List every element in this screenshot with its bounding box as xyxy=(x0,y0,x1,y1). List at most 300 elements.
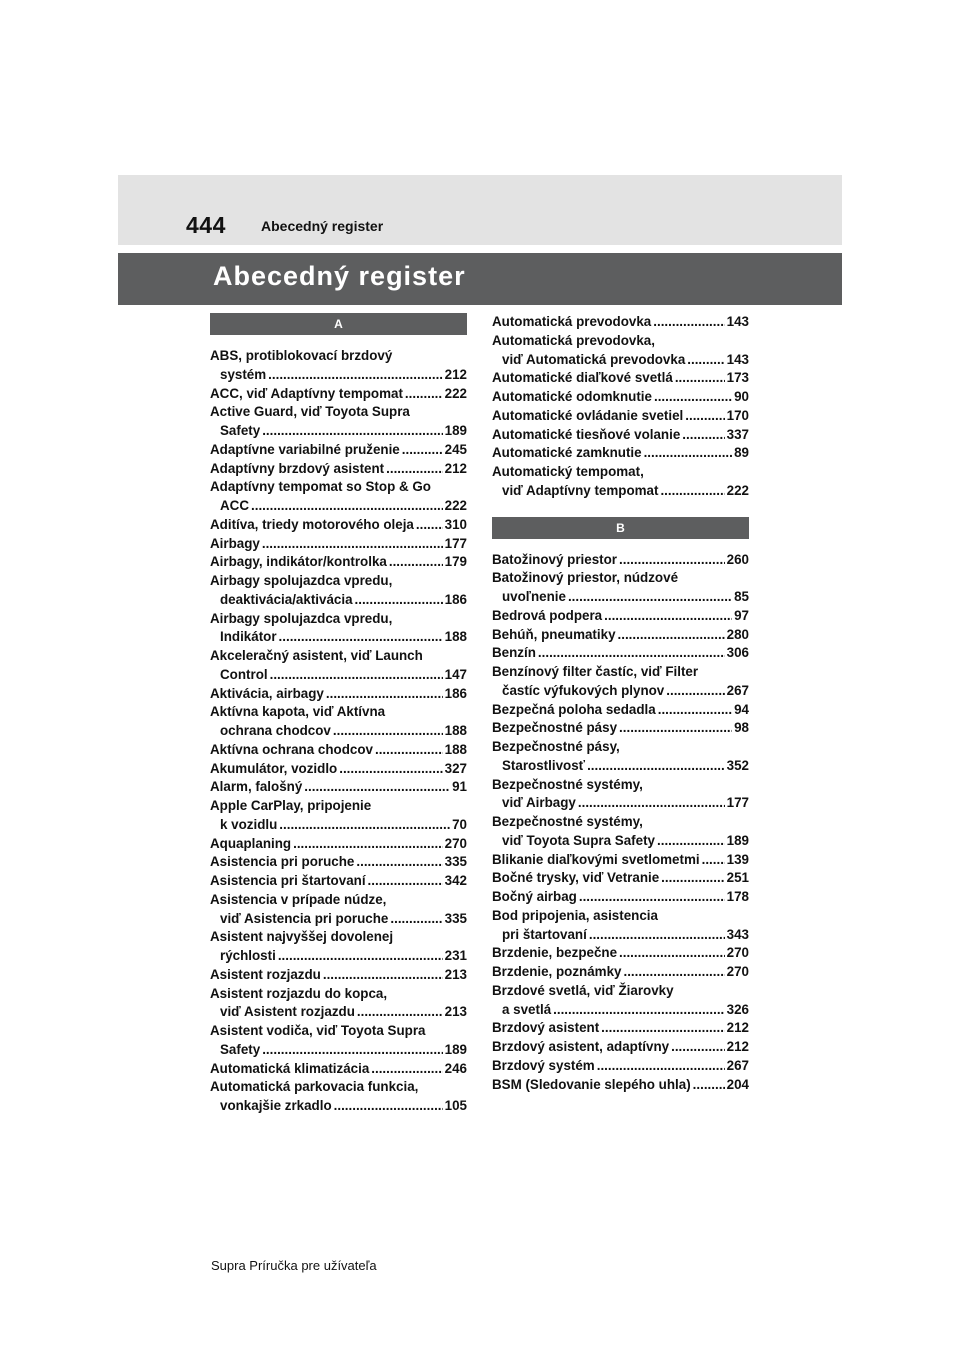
index-entry xyxy=(210,778,467,797)
index-entry xyxy=(492,907,749,945)
dot-leader xyxy=(339,760,442,779)
dot-leader xyxy=(386,460,443,479)
index-entry xyxy=(492,407,749,426)
index-entry-text: systém xyxy=(220,366,267,382)
dot-leader xyxy=(619,944,725,963)
index-entry-text: viď Asistent rozjazdu xyxy=(220,1004,355,1020)
index-entry-text: častíc výfukových plynov xyxy=(502,682,665,698)
index-entry xyxy=(492,963,749,982)
index-entry-line xyxy=(492,982,749,1001)
index-entry-line xyxy=(492,1076,749,1095)
index-entry-text: Asistent najvyššej dovolenej xyxy=(210,929,394,945)
index-entry-line xyxy=(210,760,467,779)
dot-leader xyxy=(357,1003,443,1022)
index-entry xyxy=(210,385,467,404)
index-entry xyxy=(492,944,749,963)
dot-leader xyxy=(658,701,732,720)
dot-leader xyxy=(654,388,732,407)
page-reference: 186 xyxy=(444,591,467,607)
index-entry-line xyxy=(492,1057,749,1076)
index-entry-line xyxy=(492,757,749,776)
page-reference: 342 xyxy=(444,873,467,888)
index-entry-line xyxy=(210,497,467,516)
dot-leader xyxy=(334,1097,443,1116)
dot-leader xyxy=(323,966,443,985)
index-entry-line xyxy=(492,1019,749,1038)
index-entry-line xyxy=(492,663,749,682)
index-entry-line xyxy=(492,869,749,888)
index-entry-line xyxy=(492,644,749,663)
index-entry-text: viď Automatická prevodovka xyxy=(502,351,686,367)
section-header-a: A xyxy=(210,313,467,335)
index-entry-line xyxy=(210,460,467,479)
index-entry-text: Bezpečnostné systémy, xyxy=(492,814,643,829)
index-entry-text: Automatická klimatizácia xyxy=(210,1060,370,1076)
index-entry-text: Brzdový asistent, adaptívny xyxy=(492,1039,670,1054)
dot-leader xyxy=(371,1060,442,1079)
index-entry-text: Blikanie diaľkovými svetlometmi xyxy=(492,851,700,867)
index-entry xyxy=(210,853,467,872)
index-entry-line xyxy=(492,832,749,851)
index-entry-line xyxy=(492,813,749,832)
page-number: 444 xyxy=(186,212,226,238)
dot-leader xyxy=(618,626,725,645)
index-entry-line xyxy=(210,797,467,816)
page-reference: 270 xyxy=(726,945,749,961)
page-reference: 89 xyxy=(734,445,749,461)
index-entry xyxy=(492,369,749,388)
index-entry-line xyxy=(210,1022,467,1041)
page-reference: 251 xyxy=(726,870,749,886)
header-band xyxy=(118,175,842,245)
dot-leader xyxy=(675,369,725,388)
index-entry-text: Asistent vodiča, viď Toyota Supra xyxy=(210,1023,426,1038)
page-reference: 212 xyxy=(726,1039,749,1054)
dot-leader xyxy=(416,516,443,535)
index-entry-text: Starostlivosť xyxy=(502,757,586,773)
index-entry-text: Aktívna ochrana chodcov xyxy=(210,741,373,757)
index-entry xyxy=(210,928,467,966)
page-reference: 267 xyxy=(726,1057,749,1073)
dot-leader xyxy=(653,313,724,332)
index-entry xyxy=(492,388,749,407)
dot-leader xyxy=(375,741,443,760)
index-entry-line xyxy=(492,444,749,463)
index-entry xyxy=(492,1038,749,1057)
index-entry-line xyxy=(492,963,749,982)
index-entry-line xyxy=(210,966,467,985)
index-entry xyxy=(492,663,749,701)
index-entry-line xyxy=(492,626,749,645)
index-entry-line xyxy=(492,426,749,445)
index-entry xyxy=(210,891,467,929)
page-reference: 188 xyxy=(444,741,467,757)
page-reference: 204 xyxy=(726,1076,749,1092)
page-reference: 186 xyxy=(444,685,467,701)
page-reference: 170 xyxy=(726,407,749,423)
index-entry-line xyxy=(210,1041,467,1060)
index-entry-text: viď Asistencia pri poruche xyxy=(220,910,389,926)
index-entry-text: deaktivácia/aktivácia xyxy=(220,591,353,607)
dot-leader xyxy=(389,553,443,572)
dot-leader xyxy=(355,591,443,610)
index-entry-line xyxy=(210,778,467,797)
dot-leader xyxy=(604,607,732,626)
index-entry-text: Batožinový priestor xyxy=(492,551,618,567)
index-entry-text: Aktívna kapota, viď Aktívna xyxy=(210,704,386,720)
page-reference: 139 xyxy=(726,851,749,867)
index-entry-text: Asistencia pri štartovaní xyxy=(210,873,366,888)
index-entry-line xyxy=(492,926,749,945)
index-entry-line xyxy=(492,551,749,570)
page-reference: 70 xyxy=(452,816,467,832)
index-entry-text: Automatický tempomat, xyxy=(492,464,644,479)
dot-leader xyxy=(619,719,732,738)
dot-leader xyxy=(279,816,450,835)
index-entry-text: Brzdenie, bezpečne xyxy=(492,945,618,961)
index-entry-text: vonkajšie zrkadlo xyxy=(220,1098,332,1113)
index-entry xyxy=(210,1022,467,1060)
index-entry xyxy=(492,813,749,851)
index-entry-line xyxy=(210,385,467,404)
index-entry-line xyxy=(210,891,467,910)
index-column-left xyxy=(210,313,467,1116)
index-entry xyxy=(210,460,467,479)
index-entry xyxy=(492,1057,749,1076)
page-reference: 90 xyxy=(734,389,749,404)
page-reference: 173 xyxy=(726,370,749,386)
page-reference: 98 xyxy=(734,720,749,736)
page-reference: 222 xyxy=(726,482,749,498)
index-entry-text: Bod pripojenia, asistencia xyxy=(492,907,658,923)
page-reference: 212 xyxy=(444,366,467,382)
index-entry xyxy=(210,966,467,985)
dot-leader xyxy=(578,794,725,813)
index-entry-line xyxy=(210,516,467,535)
index-entry-line xyxy=(492,351,749,370)
index-entry-line xyxy=(492,1038,749,1057)
index-entry-text: Automatické tiesňové volanie xyxy=(492,426,681,442)
page-reference: 177 xyxy=(444,535,467,551)
index-entry-text: BSM (Sledovanie slepého uhla) xyxy=(492,1076,691,1092)
index-entry xyxy=(492,851,749,870)
index-entry-text: rýchlosti xyxy=(220,948,276,963)
index-entry xyxy=(492,444,749,463)
dot-leader xyxy=(262,1041,442,1060)
index-entry xyxy=(492,607,749,626)
index-entry-text: Benzín xyxy=(492,645,536,661)
page-reference: 147 xyxy=(444,666,467,682)
index-entry-line xyxy=(210,553,467,572)
index-entry xyxy=(210,872,467,891)
page-reference: 188 xyxy=(444,723,467,738)
index-entry xyxy=(210,1078,467,1116)
dot-leader xyxy=(304,778,450,797)
page-reference: 231 xyxy=(444,948,467,963)
index-entry-line xyxy=(492,369,749,388)
index-entry-text: Bočný airbag xyxy=(492,889,577,904)
index-entry-line xyxy=(210,703,467,722)
index-entries xyxy=(492,313,749,501)
index-entry-line xyxy=(492,1001,749,1020)
index-entry-text: Batožinový priestor, núdzové xyxy=(492,570,679,586)
page-reference: 213 xyxy=(444,966,467,982)
dot-leader xyxy=(356,853,442,872)
index-entry-line xyxy=(210,928,467,947)
index-entry-line xyxy=(210,1078,467,1097)
index-entry xyxy=(210,516,467,535)
index-entry-text: ACC xyxy=(220,498,250,513)
index-entry-text: Automatické zamknutie xyxy=(492,445,642,461)
index-entry-text: Brzdenie, poznámky xyxy=(492,964,622,979)
page-reference: 310 xyxy=(444,516,467,532)
index-entry-text: Bezpečnostné pásy, xyxy=(492,739,620,754)
index-entry xyxy=(492,426,749,445)
index-entry-line xyxy=(210,947,467,966)
index-entry xyxy=(210,347,467,385)
dot-leader xyxy=(660,482,724,501)
index-entry-text: Aditíva, triedy motorového oleja xyxy=(210,516,414,532)
index-entry xyxy=(492,888,749,907)
page-reference: 222 xyxy=(444,498,467,513)
index-entry-line xyxy=(210,1060,467,1079)
page-reference: 343 xyxy=(726,926,749,942)
index-entry-text: Brzdový systém xyxy=(492,1057,595,1073)
dot-leader xyxy=(402,441,443,460)
section-header-b: B xyxy=(492,517,749,539)
dot-leader xyxy=(693,1076,725,1095)
index-entry-text: a svetlá xyxy=(502,1001,552,1017)
index-entry-text: Behúň, pneumatiky xyxy=(492,626,616,642)
index-entry-text: Adaptívne variabilné pruženie xyxy=(210,441,400,457)
dot-leader xyxy=(270,666,443,685)
dot-leader xyxy=(326,685,443,704)
page-reference: 143 xyxy=(726,351,749,367)
index-entry-text: Automatické ovládanie svetiel xyxy=(492,407,684,423)
index-entry-text: Safety xyxy=(220,1041,261,1057)
dot-leader xyxy=(587,757,725,776)
page-reference: 105 xyxy=(444,1098,467,1113)
index-entry xyxy=(492,982,749,1020)
index-entry-line xyxy=(492,607,749,626)
dot-leader xyxy=(553,1001,725,1020)
index-entries xyxy=(492,551,749,1095)
index-column-right xyxy=(492,313,749,1094)
index-entry xyxy=(492,1076,749,1095)
index-entry xyxy=(210,403,467,441)
index-entry xyxy=(210,647,467,685)
index-entry-line xyxy=(492,332,749,351)
dot-leader xyxy=(597,1057,725,1076)
index-entry xyxy=(492,719,749,738)
dot-leader xyxy=(657,832,725,851)
index-entry-text: Akumulátor, vozidlo xyxy=(210,760,338,776)
dot-leader xyxy=(644,444,733,463)
dot-leader xyxy=(619,551,725,570)
dot-leader xyxy=(251,497,443,516)
page-reference: 213 xyxy=(444,1004,467,1020)
dot-leader xyxy=(589,926,725,945)
index-entry-text: Brzdové svetlá, viď Žiarovky xyxy=(492,982,674,998)
page-reference: 270 xyxy=(726,964,749,979)
page-reference: 212 xyxy=(444,460,467,476)
index-entry xyxy=(492,1019,749,1038)
index-entry-text: Akceleračný asistent, viď Launch xyxy=(210,648,423,663)
index-entry xyxy=(210,572,467,610)
dot-leader xyxy=(390,910,442,929)
index-entry-line xyxy=(492,907,749,926)
index-entry xyxy=(210,441,467,460)
dot-leader xyxy=(601,1019,724,1038)
index-entry-line xyxy=(492,463,749,482)
page-reference: 326 xyxy=(726,1001,749,1017)
dot-leader xyxy=(293,835,443,854)
header-title: Abecedný register xyxy=(261,218,384,234)
index-entry-line xyxy=(210,647,467,666)
index-entry-text: ACC, viď Adaptívny tempomat xyxy=(210,385,403,401)
index-entry xyxy=(210,797,467,835)
index-entry-text: Indikátor xyxy=(220,629,277,645)
index-entry xyxy=(492,313,749,332)
index-entry xyxy=(210,685,467,704)
index-entry-text: Automatické diaľkové svetlá xyxy=(492,370,673,386)
page-reference: 327 xyxy=(444,760,467,776)
dot-leader xyxy=(666,682,724,701)
page-reference: 260 xyxy=(726,551,749,567)
index-entry-line xyxy=(210,685,467,704)
dot-leader xyxy=(661,869,724,888)
index-entry-line xyxy=(492,944,749,963)
index-entry-line xyxy=(210,478,467,497)
index-entry-line xyxy=(492,313,749,332)
index-entry-text: Asistencia v prípade núdze, xyxy=(210,891,387,907)
page-title: Abecedný register xyxy=(213,261,466,291)
dot-leader xyxy=(333,722,443,741)
page-reference: 337 xyxy=(726,426,749,442)
page-reference: 189 xyxy=(726,832,749,848)
index-entry xyxy=(492,738,749,776)
index-entry xyxy=(210,985,467,1023)
index-entry-line xyxy=(210,347,467,366)
dot-leader xyxy=(262,535,443,554)
index-entry xyxy=(492,569,749,607)
index-entry-line xyxy=(210,872,467,891)
dot-leader xyxy=(538,644,725,663)
page-reference: 188 xyxy=(444,629,467,645)
index-entry-line xyxy=(210,441,467,460)
index-entry-line xyxy=(210,572,467,591)
index-entry-text: Aktivácia, airbagy xyxy=(210,685,324,701)
index-entry xyxy=(492,776,749,814)
index-entry-line xyxy=(210,985,467,1004)
index-entry-text: Airbagy spolujazdca vpredu, xyxy=(210,573,393,588)
index-entry-text: Bedrová podpera xyxy=(492,607,603,623)
index-entry-line xyxy=(210,422,467,441)
index-entry-line xyxy=(492,888,749,907)
dot-leader xyxy=(671,1038,725,1057)
index-entry-text: Automatická parkovacia funkcia, xyxy=(210,1079,419,1095)
index-entry-line xyxy=(492,794,749,813)
dot-leader xyxy=(568,588,732,607)
index-entry-text: ochrana chodcov xyxy=(220,723,331,738)
page-reference: 335 xyxy=(444,854,467,870)
index-entry-line xyxy=(492,588,749,607)
index-entry-text: Brzdový asistent xyxy=(492,1020,600,1036)
page-reference: 246 xyxy=(444,1060,467,1076)
index-entry-line xyxy=(492,682,749,701)
index-entry-text: pri štartovaní xyxy=(502,926,587,942)
index-entry xyxy=(210,741,467,760)
page-reference: 280 xyxy=(726,626,749,642)
dot-leader xyxy=(685,407,724,426)
page-reference: 94 xyxy=(734,701,749,717)
index-entry xyxy=(210,553,467,572)
index-entry-line xyxy=(492,569,749,588)
index-entry-text: Bezpečná poloha sedadla xyxy=(492,701,656,717)
index-entry-text: Adaptívny tempomat so Stop & Go xyxy=(210,479,431,495)
index-entry-text: Active Guard, viď Toyota Supra xyxy=(210,404,410,420)
index-entry xyxy=(492,332,749,370)
index-entry-text: k vozidlu xyxy=(220,816,278,832)
index-entry-line xyxy=(492,851,749,870)
index-entry-text: ABS, protiblokovací brzdový xyxy=(210,348,393,363)
index-entry xyxy=(210,535,467,554)
index-entry-text: Adaptívny brzdový asistent xyxy=(210,460,385,476)
index-entry-text: viď Airbagy xyxy=(502,795,576,811)
dot-leader xyxy=(268,366,443,385)
page-reference: 245 xyxy=(444,441,467,457)
index-entry xyxy=(492,626,749,645)
index-entry-text: Automatická prevodovka xyxy=(492,314,652,329)
dot-leader xyxy=(579,888,725,907)
index-entry-line xyxy=(210,910,467,929)
index-entry-text: Asistent rozjazdu do kopca, xyxy=(210,985,388,1001)
index-entry-line xyxy=(210,535,467,554)
index-entry-text: Bezpečnostné systémy, xyxy=(492,776,643,792)
page-reference: 97 xyxy=(734,607,749,623)
page-reference: 85 xyxy=(734,589,749,604)
index-entry xyxy=(492,463,749,501)
index-entry-text: Bočné trysky, viď Vetranie xyxy=(492,870,660,886)
page-reference: 222 xyxy=(444,385,467,401)
index-entry-line xyxy=(210,741,467,760)
index-entry-line xyxy=(210,403,467,422)
index-entry-text: Airbagy, indikátor/kontrolka xyxy=(210,554,387,570)
page-reference: 335 xyxy=(444,910,467,926)
index-entry-text: Airbagy spolujazdca vpredu, xyxy=(210,610,393,626)
index-entry-line xyxy=(492,482,749,501)
dot-leader xyxy=(702,851,725,870)
index-entry-text: Aquaplaning xyxy=(210,835,292,851)
index-entry-line xyxy=(210,1097,467,1116)
index-entry-line xyxy=(210,1003,467,1022)
index-entry xyxy=(210,703,467,741)
page-reference: 270 xyxy=(444,835,467,851)
index-entry-text: viď Toyota Supra Safety xyxy=(502,832,655,848)
index-entry-line xyxy=(210,722,467,741)
index-entry-line xyxy=(492,388,749,407)
page-reference: 177 xyxy=(726,795,749,811)
index-entry xyxy=(492,869,749,888)
index-entry-text: Bezpečnostné pásy xyxy=(492,720,618,736)
index-entry-text: viď Adaptívny tempomat xyxy=(502,482,659,498)
index-entry-line xyxy=(210,816,467,835)
page-reference: 189 xyxy=(444,423,467,438)
dot-leader xyxy=(278,947,443,966)
index-entry-text: Asistent rozjazdu xyxy=(210,966,321,982)
index-entry xyxy=(210,1060,467,1079)
dot-leader xyxy=(279,628,443,647)
